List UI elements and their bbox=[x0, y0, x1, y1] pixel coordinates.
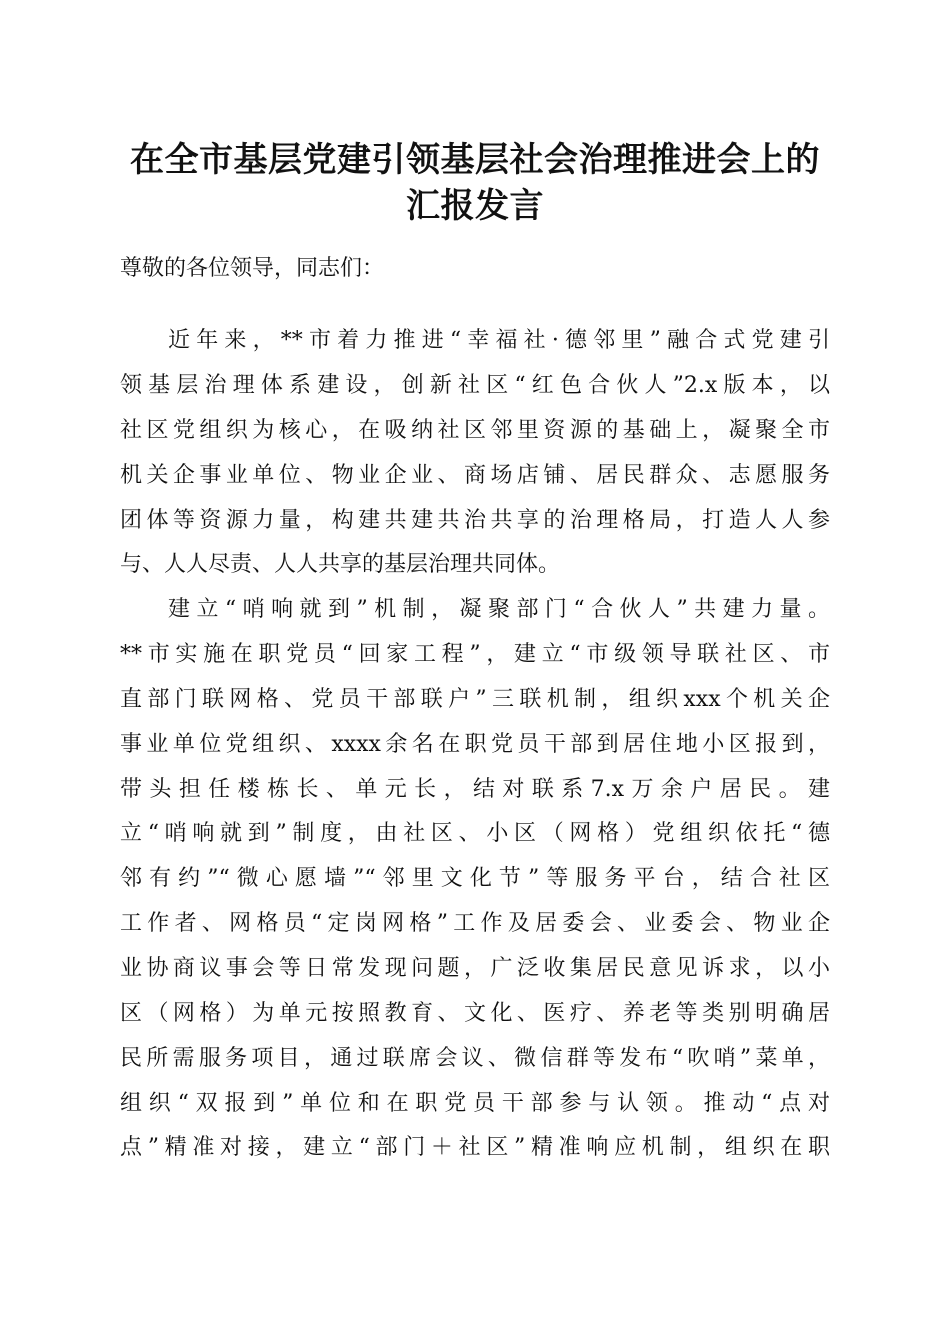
paragraph-2-line: 事业单位党组织、xxxx余名在职党员干部到居住地小区报到， bbox=[120, 732, 830, 757]
paragraph-1-line: 机关企事业单位、物业企业、商场店铺、居民群众、志愿服务 bbox=[120, 463, 830, 488]
paragraph-2-line: 建立“哨响就到”机制，凝聚部门“合伙人”共建力量。 bbox=[168, 597, 830, 622]
document-title-line-2: 汇报发言 bbox=[406, 186, 544, 226]
paragraph-2-line: 直部门联网格、党员干部联户”三联机制，组织xxx个机关企 bbox=[120, 687, 830, 712]
paragraph-1-line: 领基层治理体系建设，创新社区“红色合伙人”2.x版本，以 bbox=[120, 373, 830, 398]
paragraph-2-line: 点”精准对接，建立“部门＋社区”精准响应机制，组织在职 bbox=[120, 1135, 830, 1160]
salutation: 尊敬的各位领导，同志们： bbox=[120, 256, 385, 281]
paragraph-2-line: 立“哨响就到”制度，由社区、小区（网格）党组织依托“德 bbox=[120, 821, 830, 846]
paragraph-1-line: 团体等资源力量，构建共建共治共享的治理格局，打造人人参 bbox=[120, 508, 830, 533]
document-title-line-1: 在全市基层党建引领基层社会治理推进会上的 bbox=[130, 140, 820, 180]
paragraph-2-line: 组织“双报到”单位和在职党员干部参与认领。推动“点对 bbox=[120, 1091, 830, 1116]
paragraph-1-line: 社区党组织为核心，在吸纳社区邻里资源的基础上，凝聚全市 bbox=[120, 418, 830, 443]
paragraph-2-line: 区（网格）为单元按照教育、文化、医疗、养老等类别明确居 bbox=[120, 1001, 830, 1026]
paragraph-1-line: 与、人人尽责、人人共享的基层治理共同体。 bbox=[120, 552, 561, 577]
paragraph-2-line: **市实施在职党员“回家工程”，建立“市级领导联社区、市 bbox=[120, 642, 830, 667]
paragraph-1-line: 近年来，**市着力推进“幸福社·德邻里”融合式党建引 bbox=[168, 328, 830, 353]
paragraph-2-line: 带头担任楼栋长、单元长，结对联系7.x万余户居民。建 bbox=[120, 777, 830, 802]
paragraph-2-line: 邻有约”“微心愿墙”“邻里文化节”等服务平台，结合社区 bbox=[120, 866, 830, 891]
paragraph-2-line: 业协商议事会等日常发现问题，广泛收集居民意见诉求，以小 bbox=[120, 956, 830, 981]
paragraph-2-line: 民所需服务项目，通过联席会议、微信群等发布“吹哨”菜单， bbox=[120, 1046, 830, 1071]
paragraph-2-line: 工作者、网格员“定岗网格”工作及居委会、业委会、物业企 bbox=[120, 911, 830, 936]
